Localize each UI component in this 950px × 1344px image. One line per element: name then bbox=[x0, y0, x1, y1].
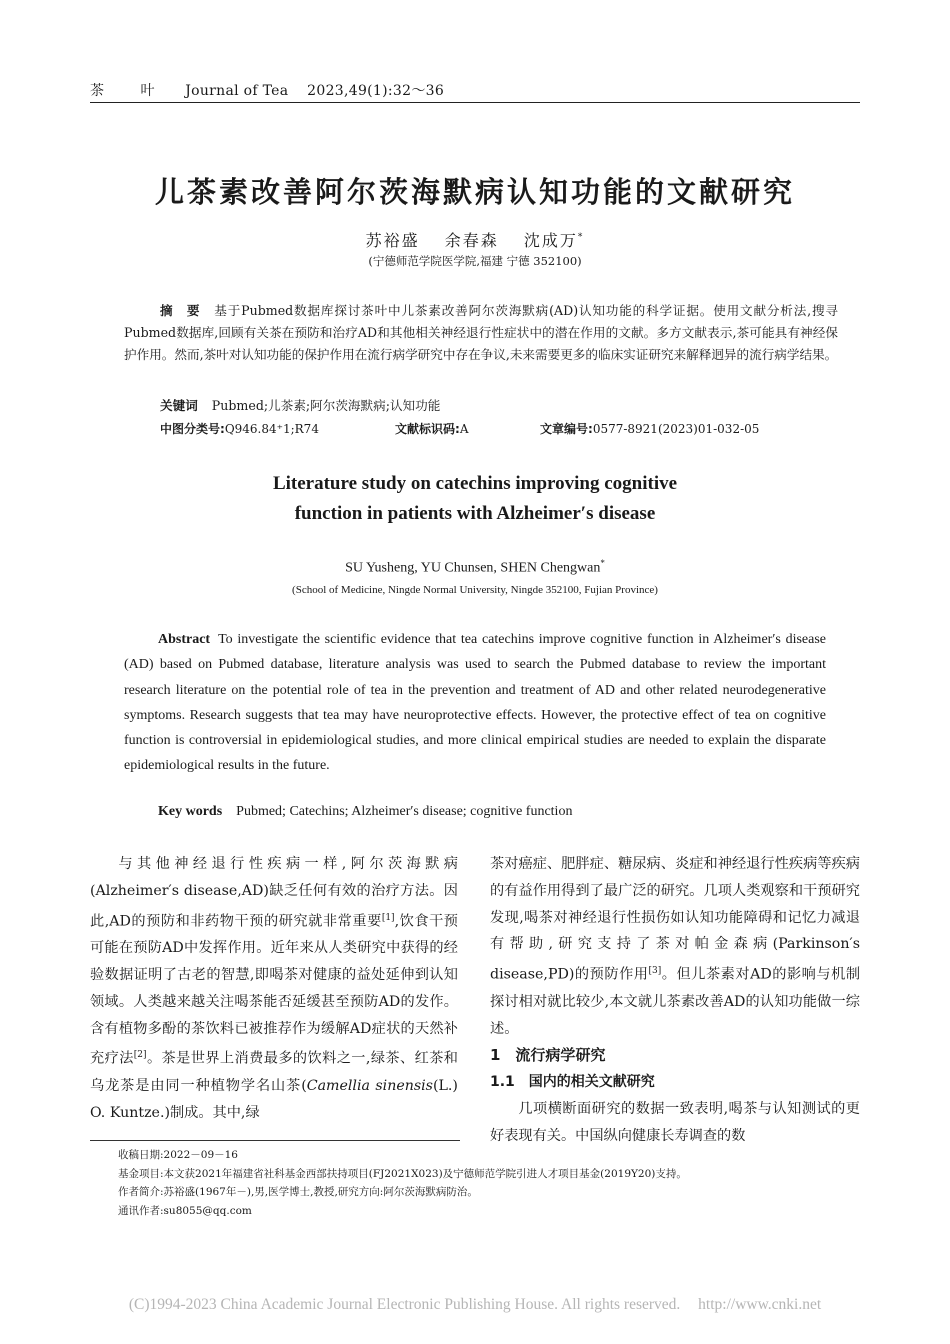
corresponding-mark-en: * bbox=[600, 558, 605, 568]
clc-label: 中图分类号: bbox=[160, 422, 225, 436]
authors-cn bbox=[0, 228, 950, 251]
article-number bbox=[540, 420, 759, 437]
article-label: 文章编号: bbox=[540, 422, 593, 436]
corresponding-mark: * bbox=[577, 232, 585, 243]
copyright-text: (C)1994-2023 China Academic Journal Electronic Publishing House. All rights reserved. bbox=[128, 1296, 681, 1313]
title-cn: 儿茶素改善阿尔茨海默病认知功能的文献研究 bbox=[154, 175, 795, 209]
body-column-right bbox=[490, 851, 860, 1150]
body-paragraph-2: 几项横断面研究的数据一致表明,喝茶与认知测试的更好表现有关。中国纵向健康长寿调查的数 bbox=[490, 1100, 860, 1144]
article-value: 0577-8921(2023)01-032-05 bbox=[592, 422, 760, 436]
abstract-cn bbox=[124, 300, 838, 366]
body-paragraph-1 bbox=[90, 851, 458, 1126]
text-run: 。茶是世界上消费最多的饮料之一,绿茶、红茶和乌龙茶是由同一种植物学名山茶( bbox=[90, 1051, 458, 1094]
text-run: 与其他神经退行性疾病一样,阿尔茨海默病(Alzheimer′s disease,AD)缺乏任何有效的治疗方法。因此,AD的预防和非药物干预的研究就非常重要 bbox=[90, 856, 458, 930]
title-en-line2: function in patients with Alzheimer′s disease bbox=[294, 503, 656, 524]
cnki-link[interactable]: http://www.cnki.net bbox=[698, 1296, 822, 1313]
abstract-en bbox=[124, 627, 826, 779]
section-heading-1-1: 1.1 国内的相关文献研究 bbox=[490, 1074, 655, 1091]
footnotes bbox=[118, 1146, 818, 1220]
keywords-en bbox=[158, 804, 572, 820]
author-bio: 作者简介:苏裕盛(1967年－),男,医学博士,教授,研究方向:阿尔茨海默病防治。 bbox=[118, 1186, 478, 1198]
copyright-footer bbox=[0, 1296, 950, 1314]
doc-label: 文献标识码: bbox=[395, 422, 460, 436]
affiliation-en: (School of Medicine, Ningde Normal University, Ningde 352100, Fujian Province) bbox=[292, 584, 658, 596]
title-en-line1: Literature study on catechins improving cognitive bbox=[272, 473, 678, 494]
body-paragraph-1-cont bbox=[490, 851, 860, 1042]
citation-ref: [1] bbox=[381, 912, 395, 923]
authors-en bbox=[0, 558, 950, 577]
citation: 2023,49(1):32～36 bbox=[307, 83, 445, 99]
fund-info: 基金项目:本文获2021年福建省社科基金西部扶持项目(FJ2021X023)及宁德师范学院引进人才项目基金(2019Y20)支持。 bbox=[118, 1167, 687, 1180]
corresponding-author: 通讯作者:su8055@qq.com bbox=[118, 1204, 252, 1217]
keywords-cn bbox=[160, 395, 440, 414]
body-column-left bbox=[90, 851, 458, 1126]
authors-en-names: SU Yusheng, YU Chunsen, SHEN Chengwan bbox=[345, 560, 601, 576]
keywords-cn-label: 关键词 bbox=[160, 398, 198, 413]
received-date: 收稿日期:2022－09－16 bbox=[118, 1149, 238, 1161]
keywords-en-text: Pubmed; Catechins; Alzheimer′s disease; cognitive function bbox=[236, 804, 573, 819]
keywords-cn-text: Pubmed;儿茶素;阿尔茨海默病;认知功能 bbox=[211, 398, 441, 413]
text-run: ,饮食干预可能在预防AD中发挥作用。近年来从人类研究中获得的经验数据证明了古老的智慧,即喝茶对健康的益处延伸到认知领域。人类越来越关注喝茶能否延缓甚至预防AD的发作。含有植物多酚的茶饮料已被推荐作为缓解AD症状的天然补充疗法 bbox=[90, 913, 458, 1068]
affiliation-cn: (宁德师范学院医学院,福建 宁德 352100) bbox=[368, 254, 582, 268]
citation-ref: [3] bbox=[648, 966, 662, 977]
clc-value: Q946.84⁺1;R74 bbox=[224, 422, 319, 436]
doc-code bbox=[395, 420, 468, 437]
running-header bbox=[90, 80, 444, 100]
journal-name-cn: 茶 叶 bbox=[90, 83, 171, 99]
abstract-en-label: Abstract bbox=[158, 632, 211, 647]
footnote-rule bbox=[90, 1140, 460, 1141]
text-run: (L.) O. Kuntze.)制成。其中,绿 bbox=[90, 1077, 458, 1121]
doc-value: A bbox=[459, 422, 469, 436]
text-run: 茶对癌症、肥胖症、糖尿病、炎症和神经退行性疾病等疾病的有益作用得到了最广泛的研究。几项人类观察和干预研究发现,喝茶对神经退行性损伤如认知功能障碍和记忆力减退有帮助,研究支持了茶对帕金森病(Parkinson′s disease,PD)的预防作用 bbox=[490, 856, 860, 983]
title-en bbox=[0, 469, 950, 529]
species-name: Camellia sinensis bbox=[306, 1077, 433, 1094]
authors-cn-names: 苏裕盛 余春森 沈成万 bbox=[365, 231, 578, 250]
abstract-cn-text: 基于Pubmed数据库探讨茶叶中儿茶素改善阿尔茨海默病(AD)认知功能的科学证据。使用文献分析法,搜寻Pubmed数据库,回顾有关茶在预防和治疗AD和其他相关神经退行性症状中的潜在作用的文献。多方文献表示,茶可能具有神经保护作用。然而,茶叶对认知功能的保护作用在流行病学研究中存在争议,未来需要更多的临床实证研究来解释迥异的流行病学结果。 bbox=[124, 303, 839, 362]
header-rule bbox=[90, 102, 860, 103]
text-run: 。但儿茶素对AD的影响与机制探讨相对就比较少,本文就儿茶素改善AD的认知功能做一综述。 bbox=[490, 966, 861, 1037]
clc-number bbox=[160, 420, 319, 437]
journal-name-en: Journal of Tea bbox=[185, 83, 289, 99]
abstract-cn-label: 摘 要 bbox=[160, 303, 201, 318]
section-heading-1: 1 流行病学研究 bbox=[490, 1046, 606, 1065]
abstract-en-text: To investigate the scientific evidence that tea catechins improve cognitive function in Alzheimer′s disease (AD) based on Pubmed database, literature analysis was used to search the Pubmed database to review the important research literature on the potential role of tea in the prevention and treatment of AD and other related neurodegenerative symptoms. Research suggests that tea may have neuroprotective effects. However, the protective effect of tea on cognitive function is controversial in epidemiological studies, and more clinical empirical studies are needed to explain the disparate epidemiological results in the future. bbox=[124, 632, 826, 774]
citation-ref: [2] bbox=[133, 1050, 147, 1061]
keywords-en-label: Key words bbox=[158, 804, 223, 819]
